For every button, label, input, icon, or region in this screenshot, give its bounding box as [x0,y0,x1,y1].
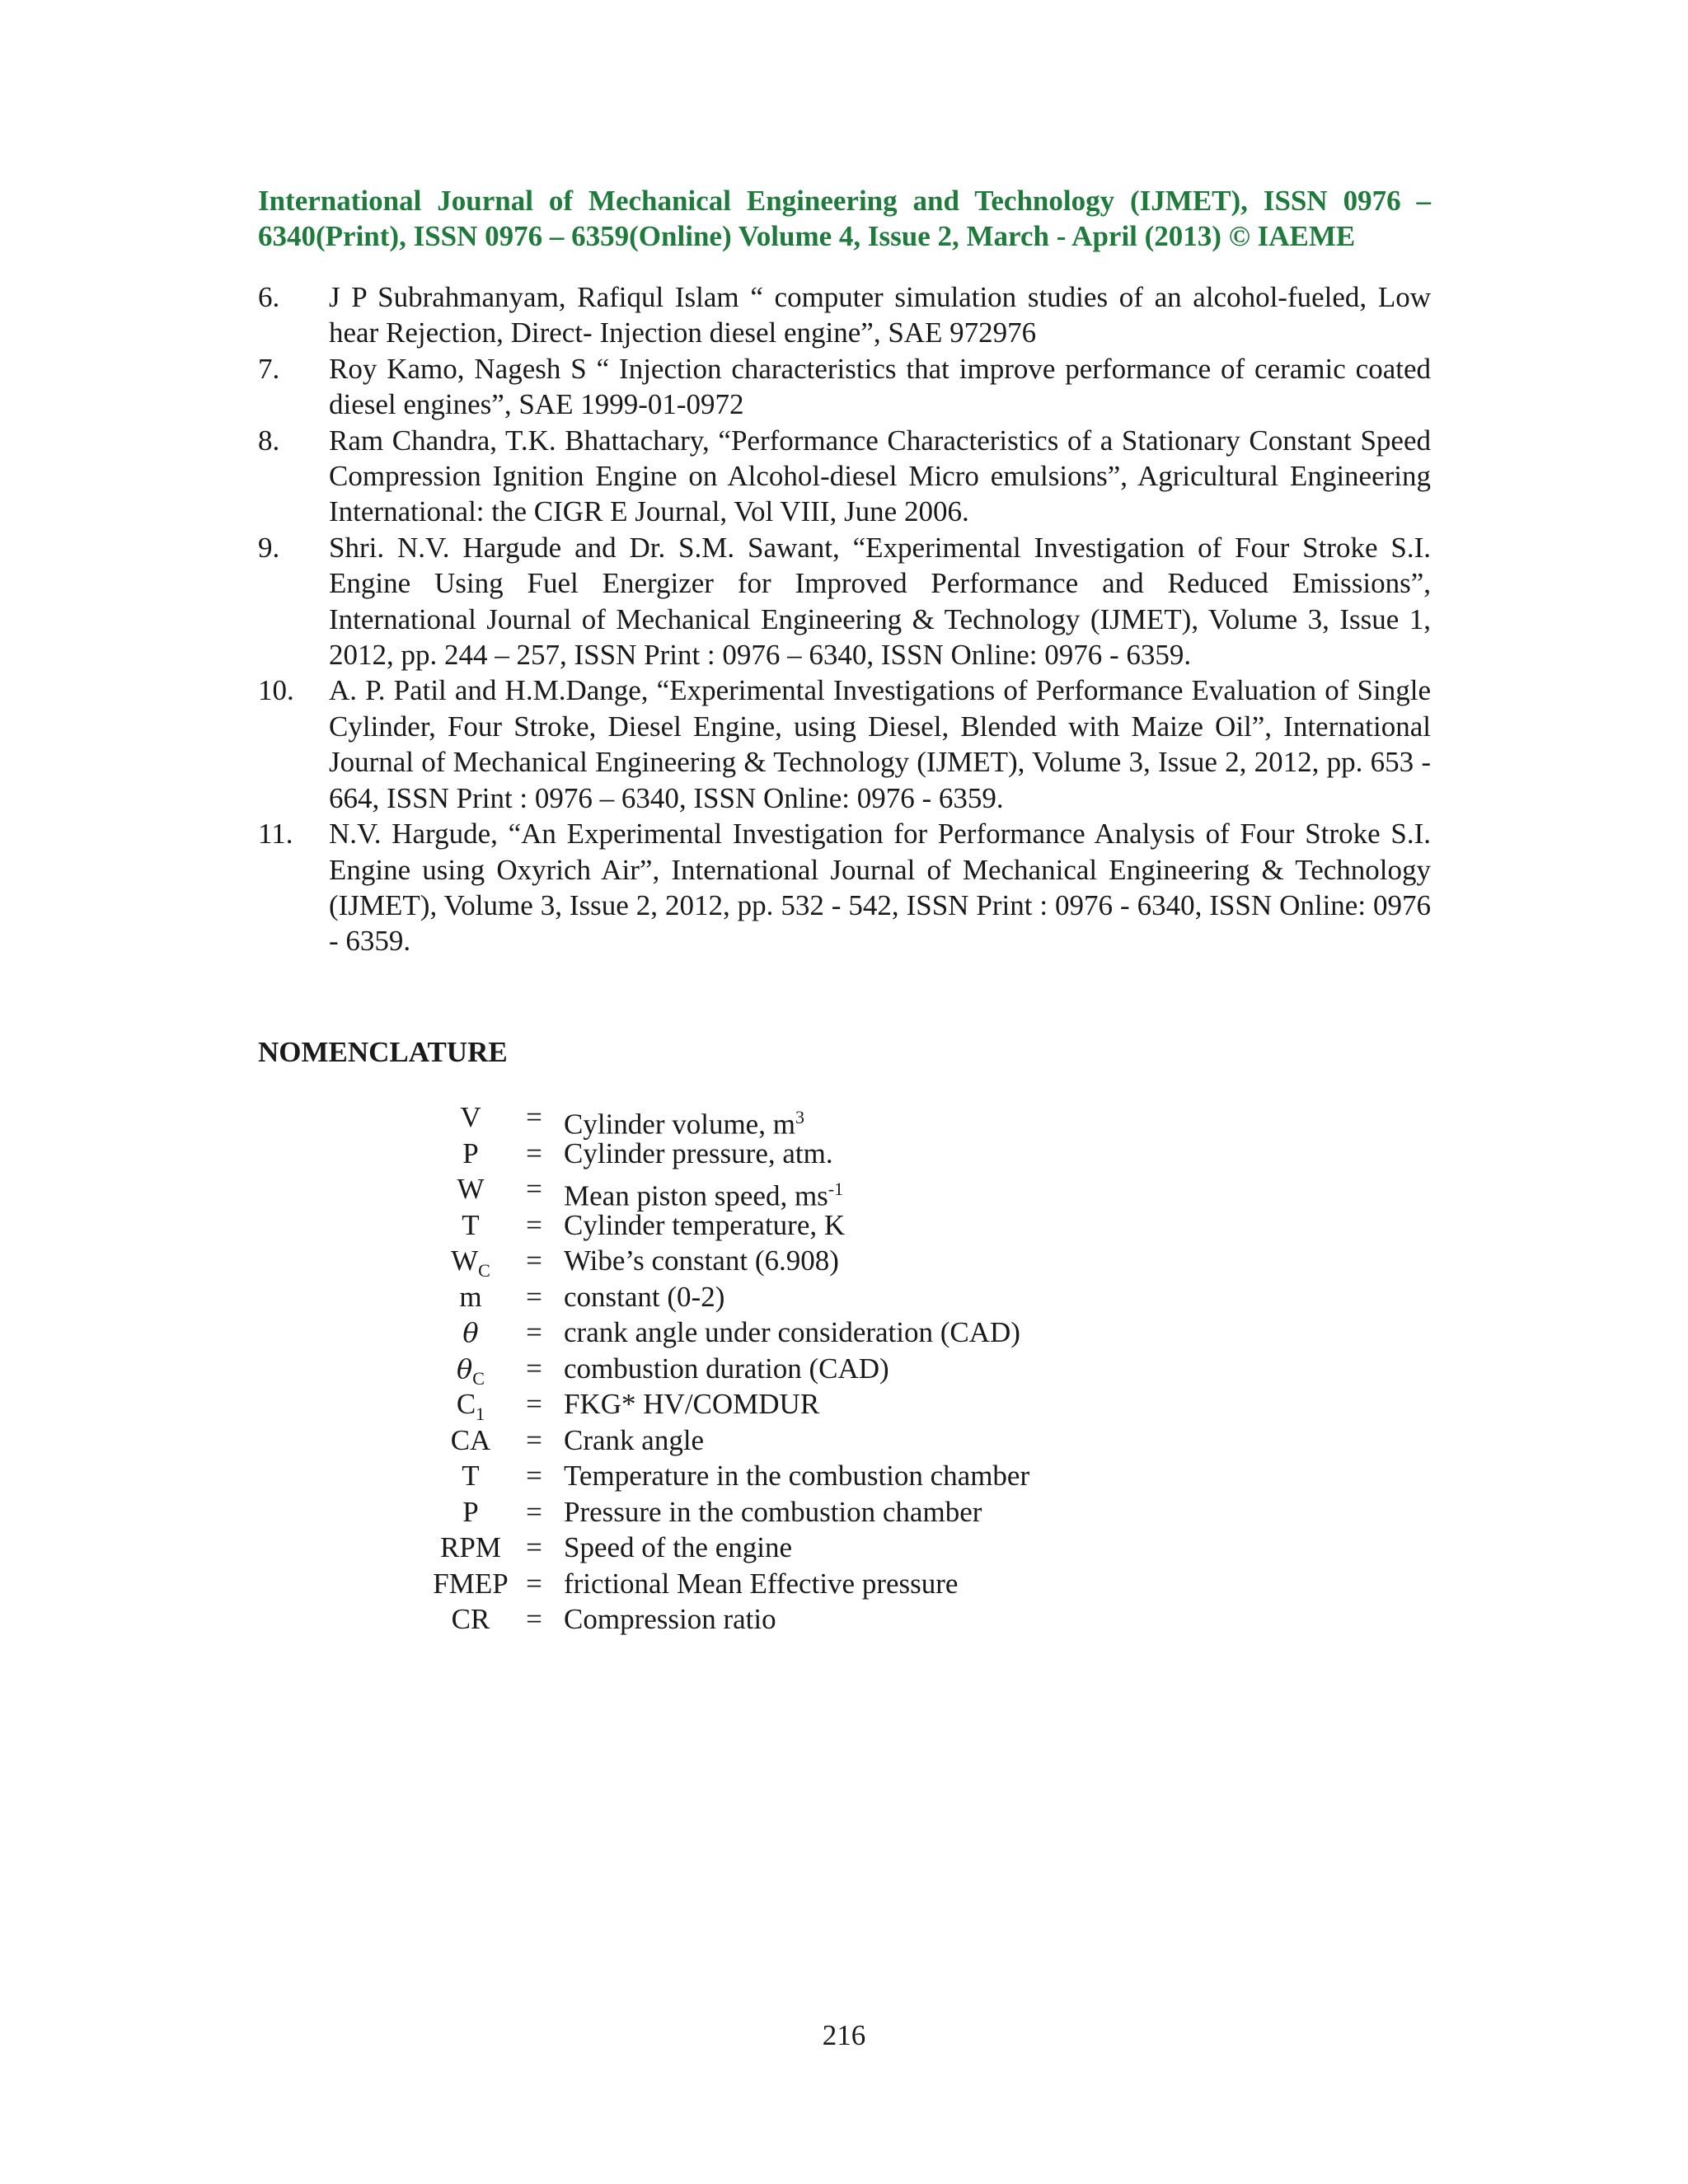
nomenclature-definition: Pressure in the combustion chamber [564,1495,982,1528]
reference-number: 6. [258,281,280,313]
nomenclature-row [425,1601,1167,1638]
nomenclature-symbol: $W_C$ [451,1244,490,1281]
nomenclature-row [425,1530,1167,1566]
nomenclature-definition: Compression ratio [564,1603,776,1635]
nomenclature-definition: Crank angle [564,1423,705,1456]
equals-sign: = [526,1603,542,1635]
equals-sign: = [526,1244,542,1277]
nomenclature-symbol: P [462,1137,479,1169]
equals-sign: = [526,1137,542,1169]
nomenclature-definition: Temperature in the combustion chamber [564,1460,1030,1492]
nomenclature-row [425,1386,1167,1422]
equals-sign: = [526,1460,542,1492]
nomenclature-row [425,1458,1167,1494]
reference-item [258,351,1431,423]
equals-sign: = [526,1388,542,1420]
nomenclature-list [425,1099,1167,1638]
reference-item [258,530,1431,673]
nomenclature-definition: Speed of the engine [564,1531,792,1563]
reference-number: 7. [258,352,280,385]
nomenclature-definition: Wibe’s constant (6.908) [564,1244,839,1277]
nomenclature-symbol: T [462,1208,480,1241]
nomenclature-row [425,1207,1167,1244]
nomenclature-row [425,1351,1167,1387]
reference-text: N.V. Hargude, “An Experimental Investigation for Performance Analysis of Four Stroke S.I. Engine using Oxyrich Air”, International Journal of Mechanical Engineering & Technology (IJMET), Volume 3, Issue 2, 2012, pp. 532 - 542, ISSN Print : 0976 - 6340, ISSN Online: 0976 - 6359. [329,818,1431,958]
nomenclature-symbol: V [460,1101,481,1133]
equals-sign: = [526,1280,542,1313]
equals-sign: = [526,1423,542,1456]
reference-list [258,279,1431,959]
nomenclature-definition: crank angle under consideration (CAD) [564,1316,1020,1348]
nomenclature-row [425,1099,1167,1141]
equals-sign: = [526,1208,542,1241]
nomenclature-row [425,1136,1167,1172]
nomenclature-symbol: CA [450,1423,491,1456]
nomenclature-row [425,1171,1167,1212]
nomenclature-symbol: $C_1$ [456,1388,485,1424]
reference-item [258,816,1431,959]
nomenclature-definition: Cylinder temperature, K [564,1208,846,1241]
reference-text: A. P. Patil and H.M.Dange, “Experimental Investigations of Performance Evaluation of Single Cylinder, Four Stroke, Diesel Engine, using Diesel, Blended with Maize Oil”, International Journal of Mechanical Engineering & Technology (IJMET), Volume 3, Issue 2, 2012, pp. 653 - 664, ISSN Print : 0976 – 6340, ISSN Online: 0976 - 6359. [329,674,1431,814]
reference-text: J P Subrahmanyam, Rafiqul Islam “ computer simulation studies of an alcohol-fueled, Low hear Rejection, Direct- Injection diesel engine”, SAE 972976 [329,281,1431,349]
reference-item [258,673,1431,816]
reference-number: 11. [258,818,293,851]
nomenclature-heading: NOMENCLATURE [258,1036,508,1068]
nomenclature-symbol: θ [462,1317,479,1348]
reference-number: 9. [258,531,280,564]
nomenclature-row [425,1279,1167,1315]
nomenclature-symbol: T [462,1460,480,1492]
nomenclature-definition: FKG* HV/COMDUR [564,1388,820,1420]
equals-sign: = [526,1173,542,1205]
nomenclature-definition: constant (0-2) [564,1280,725,1313]
nomenclature-definition: combustion duration (CAD) [564,1352,889,1385]
reference-text: Roy Kamo, Nagesh S “ Injection characteristics that improve performance of ceramic coated diesel engines”, SAE 1999-01-0972 [329,352,1431,421]
reference-item [258,423,1431,530]
nomenclature-symbol: $\theta_C$ [457,1352,485,1389]
nomenclature-row [425,1422,1167,1459]
reference-number: 10. [258,674,294,707]
page-number: 216 [822,2019,866,2051]
equals-sign: = [526,1531,542,1563]
nomenclature-symbol: P [462,1495,479,1528]
nomenclature-definition: Mean piston speed, $ms^{-1}$ [564,1179,844,1212]
nomenclature-row [425,1494,1167,1530]
nomenclature-symbol: RPM [440,1531,501,1563]
equals-sign: = [526,1567,542,1600]
nomenclature-definition: frictional Mean Effective pressure [564,1567,959,1600]
nomenclature-definition: Cylinder pressure, atm. [564,1137,833,1169]
reference-text: Ram Chandra, T.K. Bhattachary, “Performance Characteristics of a Stationary Constant Speed Compression Ignition Engine on Alcohol-diesel Micro emulsions”, Agricultural Engineering International: the CIGR E Journal, Vol VIII, June 2006. [329,424,1431,528]
equals-sign: = [526,1352,542,1385]
nomenclature-symbol: W [457,1173,485,1205]
equals-sign: = [526,1101,542,1133]
nomenclature-symbol: CR [451,1603,490,1635]
reference-text: Shri. N.V. Hargude and Dr. S.M. Sawant, “Experimental Investigation of Four Stroke S.I. Engine Using Fuel Energizer for Improved Performance and Reduced Emissions”, International Journal of Mechanical Engineering & Technology (IJMET), Volume 3, Issue 1, 2012, pp. 244 – 257, ISSN Print : 0976 – 6340, ISSN Online: 0976 - 6359. [329,531,1431,672]
nomenclature-symbol: FMEP [433,1567,509,1600]
nomenclature-symbol: m [459,1280,482,1313]
nomenclature-row [425,1315,1167,1351]
equals-sign: = [526,1316,542,1348]
nomenclature-row [425,1243,1167,1279]
equals-sign: = [526,1495,542,1528]
journal-header: International Journal of Mechanical Engineering and Technology (IJMET), ISSN 0976 – 6340(Print), ISSN 0976 – 6359(Online) Volume 4, Issue 2, March - April (2013) © IAEME [258,185,1431,252]
reference-number: 8. [258,424,280,457]
nomenclature-definition: Cylinder volume, $m^3$ [564,1107,804,1141]
nomenclature-row [425,1566,1167,1602]
reference-item [258,279,1431,351]
